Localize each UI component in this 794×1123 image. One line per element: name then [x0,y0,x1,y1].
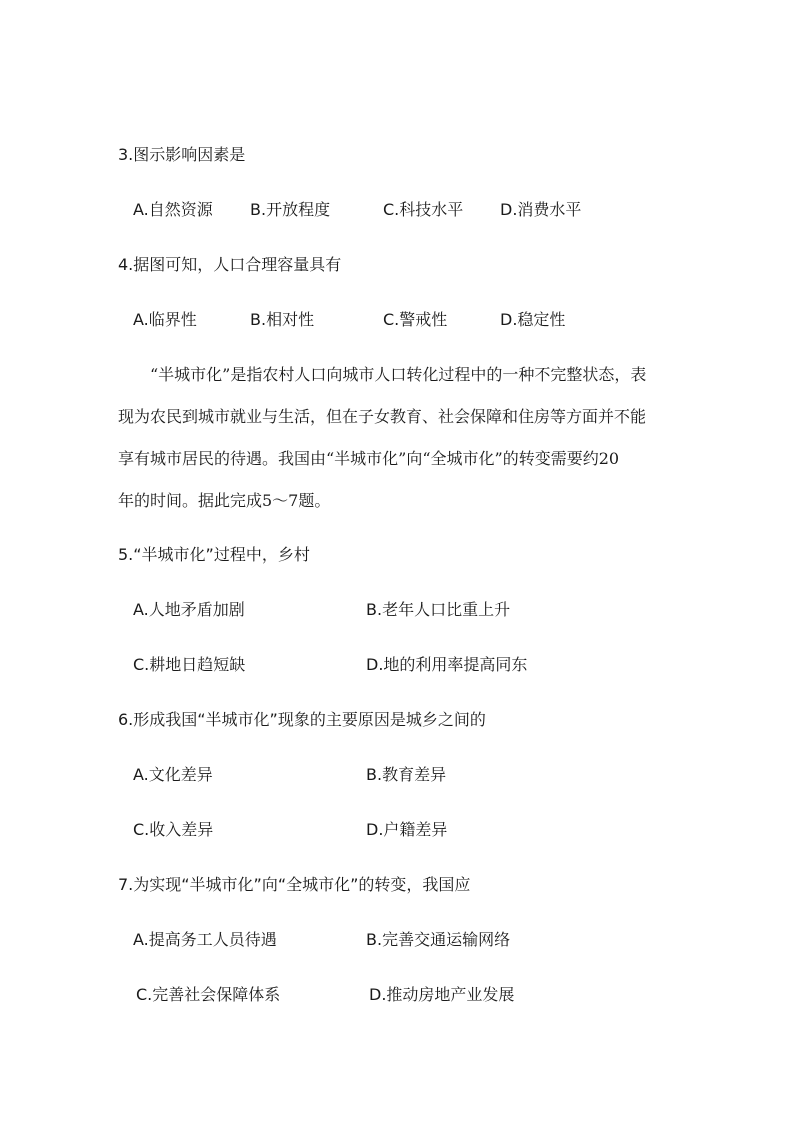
q4-option-c: C.警戒性 [383,310,448,329]
q6-option-c: C.收入差异 [133,820,214,839]
q6-option-b: B.教育差异 [366,765,447,784]
q4-option-d: D.稳定性 [500,310,566,329]
q5-option-b: B.老年人口比重上升 [366,600,511,619]
passage-line-2: 现为农民到城市就业与生活，但在子女教育、社会保障和住房等方面并不能 [118,407,647,426]
q4-option-b: B.相对性 [250,310,315,329]
q7-option-c: C.完善社会保障体系 [136,985,281,1004]
q7-option-b: B.完善交通运输网络 [366,930,511,949]
passage-line-4: 年的时间。据此完成5～7题。 [118,491,331,510]
q3-option-a: A.自然资源 [133,200,213,219]
q7-option-a: A.提高务工人员待遇 [133,930,277,949]
q6-option-d: D.户籍差异 [366,820,448,839]
question-5-stem: 5.“半城市化”过程中，乡村 [118,545,310,564]
q3-option-b: B.开放程度 [250,200,331,219]
question-3-stem: 3.图示影响因素是 [118,145,246,164]
passage-line-1: “半城市化”是指农村人口向城市人口转化过程中的一种不完整状态，表 [150,365,647,384]
q5-option-c: C.耕地日趋短缺 [133,655,246,674]
question-7-stem: 7.为实现“半城市化”向“全城市化”的转变，我国应 [118,875,471,894]
q5-option-a: A.人地矛盾加剧 [133,600,245,619]
question-4-stem: 4.据图可知，人口合理容量具有 [118,255,342,274]
question-6-stem: 6.形成我国“半城市化”现象的主要原因是城乡之间的 [118,710,486,729]
q5-option-d: D.地的利用率提高同东 [366,655,528,674]
passage-line-3: 享有城市居民的待遇。我国由“半城市化”向“全城市化”的转变需要约20 [118,449,620,468]
q3-option-d: D.消费水平 [500,200,582,219]
q4-option-a: A.临界性 [133,310,197,329]
q3-option-c: C.科技水平 [383,200,464,219]
q7-option-d: D.推动房地产业发展 [369,985,515,1004]
q6-option-a: A.文化差异 [133,765,213,784]
